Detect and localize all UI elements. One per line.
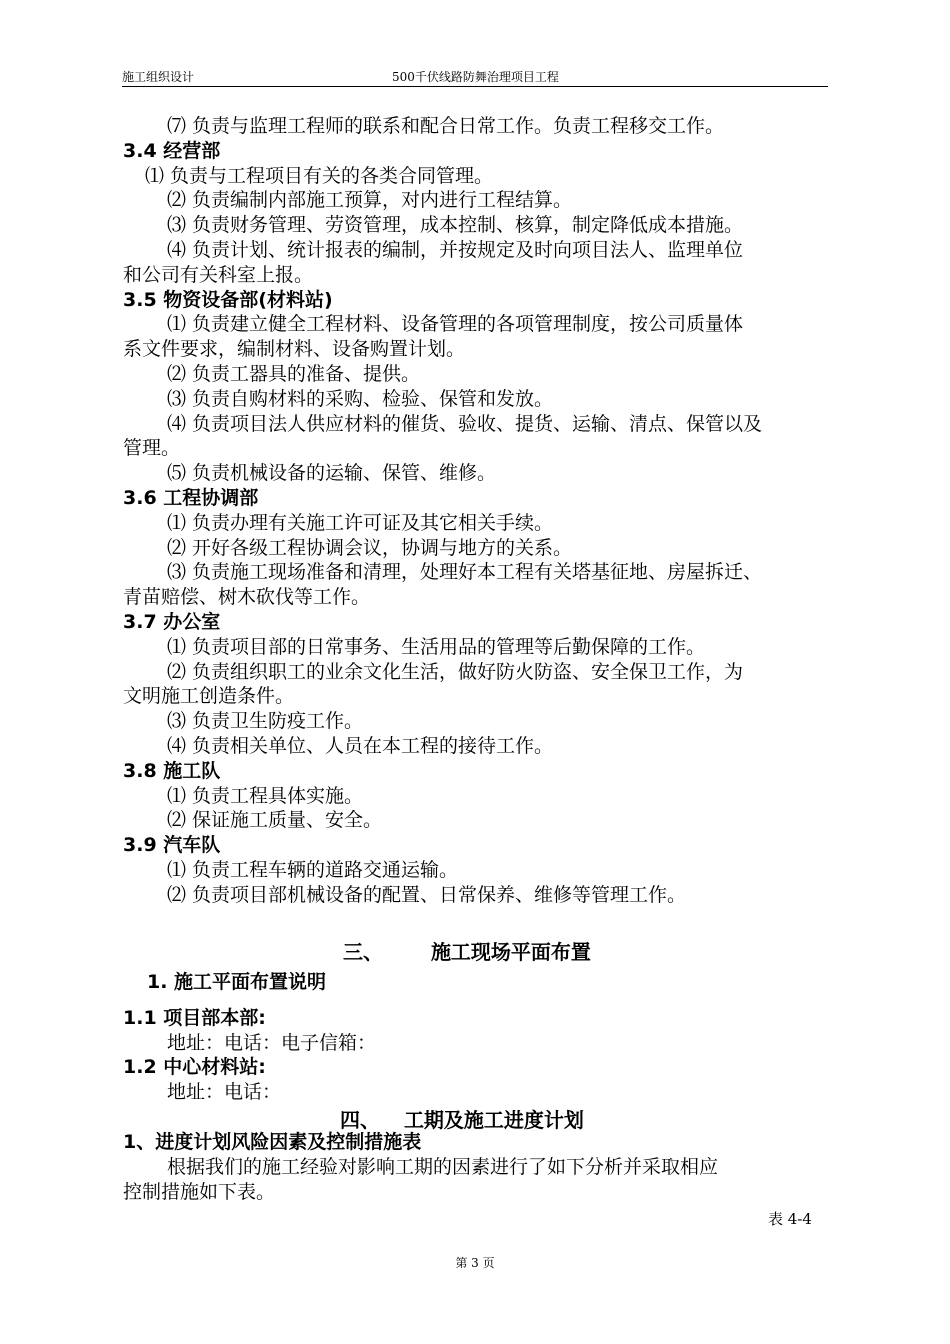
header-left-text: 施工组织设计 [122, 70, 195, 84]
body-line: ⑵ 负责编制内部施工预算，对内进行工程结算。 [167, 189, 573, 212]
header-project-title: 500千伏线路防舞治理项目工程 [392, 70, 559, 84]
section-4-paragraph-line2: 控制措施如下表。 [123, 1181, 276, 1203]
body-line: ⑴ 负责项目部的日常事务、生活用品的管理等后勤保障的工作。 [167, 635, 706, 658]
body-text-block [123, 114, 833, 908]
page-header [122, 66, 828, 87]
body-line: 管理。 [123, 437, 181, 460]
subsection-1-1-heading: 1.1 项目部本部: [123, 1007, 266, 1029]
body-line: ⑶ 负责施工现场准备和清理，处理好本工程有关塔基征地、房屋拆迁、 [167, 561, 763, 584]
body-line: ⑴ 负责建立健全工程材料、设备管理的各项管理制度，按公司质量体 [167, 313, 744, 336]
section-4-title: 工期及施工进度计划 [403, 1108, 584, 1132]
section-heading: 3.9 汽车队 [123, 834, 221, 857]
body-line: ⑴ 负责办理有关施工许可证及其它相关手续。 [167, 511, 554, 534]
body-line: ⑴ 负责工程具体实施。 [167, 784, 364, 807]
section-heading: 3.8 施工队 [123, 759, 221, 782]
section-3-title: 施工现场平面布置 [430, 940, 591, 964]
section-3-heading [343, 936, 591, 965]
body-line: 青苗赔偿、树木砍伐等工作。 [123, 586, 371, 609]
section-heading: 3.4 经营部 [123, 139, 221, 162]
body-line: ⑵ 开好各级工程协调会议，协调与地方的关系。 [167, 536, 573, 559]
subsection-1-title: 1. 施工平面布置说明 [147, 971, 327, 993]
body-line: ⑷ 负责相关单位、人员在本工程的接待工作。 [167, 734, 554, 757]
body-line: ⑸ 负责机械设备的运输、保管、维修。 [167, 462, 497, 485]
subsection-1-2-text: 地址：电话： [167, 1081, 282, 1103]
body-line: ⑶ 负责自购材料的采购、检验、保管和发放。 [167, 387, 554, 410]
subsection-1-2-heading: 1.2 中心材料站: [123, 1056, 266, 1078]
page-number: 第 3 页 [455, 1256, 495, 1270]
body-line: ⑶ 负责财务管理、劳资管理，成本控制、核算，制定降低成本措施。 [167, 214, 744, 237]
body-line: ⑷ 负责计划、统计报表的编制，并按规定及时向项目法人、监理单位 [167, 238, 744, 261]
subsection-1-1-text: 地址：电话：电子信箱： [167, 1032, 377, 1054]
body-line: ⑴ 负责工程车辆的道路交通运输。 [167, 858, 459, 881]
body-line: ⑺ 负责与监理工程师的联系和配合日常工作。负责工程移交工作。 [167, 115, 725, 137]
section-heading: 3.6 工程协调部 [123, 486, 259, 509]
body-line: ⑴ 负责与工程项目有关的各类合同管理。 [145, 164, 494, 187]
body-line: ⑵ 负责工器具的准备、提供。 [167, 362, 421, 385]
body-line: ⑵ 负责组织职工的业余文化生活，做好防火防盗、安全保卫工作，为 [167, 660, 744, 683]
section-4-number: 四、 [340, 1108, 380, 1132]
body-line: 和公司有关科室上报。 [123, 263, 314, 286]
body-line: 文明施工创造条件。 [123, 685, 295, 708]
body-line: 系文件要求，编制材料、设备购置计划。 [123, 338, 466, 361]
subsection-4-1-heading: 1、进度计划风险因素及控制措施表 [123, 1131, 422, 1153]
section-3-number: 三、 [343, 940, 383, 964]
section-heading: 3.5 物资设备部(材料站) [123, 288, 333, 311]
body-line: ⑵ 负责项目部机械设备的配置、日常保养、维修等管理工作。 [167, 883, 687, 906]
section-4-paragraph-line1: 根据我们的施工经验对影响工期的因素进行了如下分析并采取相应 [167, 1156, 719, 1178]
body-line: ⑵ 保证施工质量、安全。 [167, 809, 383, 832]
section-4-heading [340, 1104, 584, 1133]
body-line: ⑷ 负责项目法人供应材料的催货、验收、提货、运输、清点、保管以及 [167, 412, 763, 435]
table-label: 表 4-4 [768, 1210, 812, 1228]
section-heading: 3.7 办公室 [123, 610, 221, 633]
body-line: ⑶ 负责卫生防疫工作。 [167, 710, 364, 733]
